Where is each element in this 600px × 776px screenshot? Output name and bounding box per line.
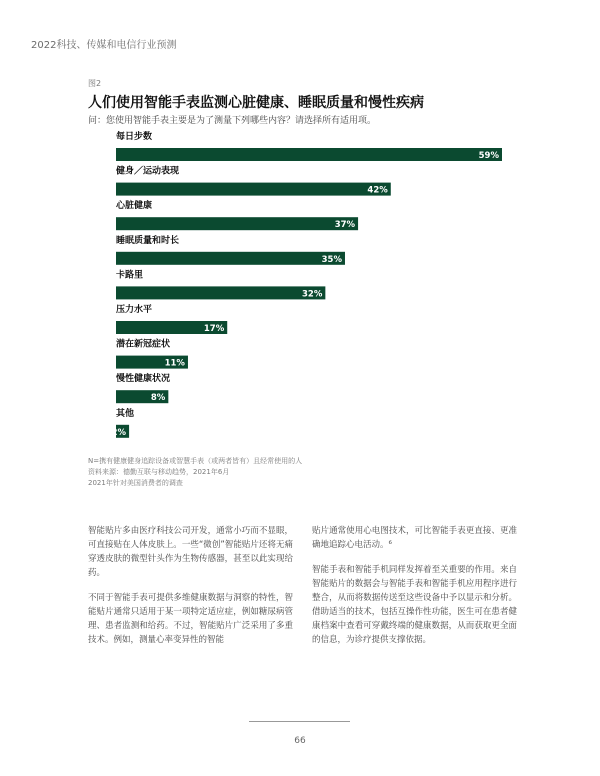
bar <box>116 148 502 161</box>
category-label: 每日步数 <box>116 132 153 142</box>
body-paragraph: 智能贴片多由医疗科技公司开发，通常小巧而不显眼，可直接贴在人体皮肤上。一些“微创”智能贴片还将无痛穿透皮肤的微型针头作为生物传感器，甚至以此实现给药。 <box>88 526 293 578</box>
category-label: 睡眠质量和时长 <box>116 235 180 246</box>
category-label: 健身／运动表现 <box>116 166 180 177</box>
page-number: 66 <box>294 736 306 746</box>
category-label: 卡路里 <box>116 270 144 281</box>
body-paragraph: 智能手表和智能手机同样发挥着至关重要的作用。来自智能贴片的数据会与智能手表和智能手机应用程序进行整合，从而将数据传送至这些设备中予以显示和分析。借助适当的技术，包括互操作性功能，医生可在患者健康档案中查看可穿戴终端的健康数据，从而获取更全面的信息，为诊疗提供支撑依据。 <box>312 565 517 645</box>
note-source: 资料来源：德勤互联与移动趋势，2021年6月 <box>88 468 230 476</box>
bar-value-label: 17% <box>203 324 225 334</box>
category-label: 潜在新冠症状 <box>116 339 171 350</box>
body-paragraph: 不同于智能手表可提供多维健康数据与洞察的特性，智能贴片通常只适用于某一项特定适应症，例如糖尿病管理、患者监测和给药。不过，智能贴片广泛采用了多重技术。例如，测量心率变异性的智能 <box>88 593 293 645</box>
figure-number: 图2 <box>88 79 102 88</box>
bar <box>116 286 325 299</box>
bar <box>116 217 358 230</box>
body-column-left <box>88 524 293 658</box>
body-paragraph: 贴片通常使用心电图技术，可比智能手表更直接、更准确地追踪心电活动。⁶ <box>312 526 517 550</box>
bar-value-label: 37% <box>334 220 356 231</box>
footer-divider <box>249 721 350 722</box>
figure-notes <box>88 456 302 489</box>
report-header: 2022科技、传媒和电信行业预测 <box>31 40 177 51</box>
bar-value-label: 32% <box>301 289 323 300</box>
bar-value-label: 2% <box>111 427 127 438</box>
bar <box>116 183 391 196</box>
note-sample: N=携有健康健身追踪设备或智慧手表（或两者皆有）且经常使用的人 <box>88 457 303 465</box>
bar <box>116 252 345 265</box>
bar-value-label: 42% <box>367 185 388 196</box>
figure-title: 人们使用智能手表监测心脏健康、睡眠质量和慢性疾病 <box>88 95 424 111</box>
category-label: 压力水平 <box>116 305 153 315</box>
note-survey: 2021年针对美国消费者的调查 <box>88 479 183 487</box>
category-label: 其他 <box>116 408 135 419</box>
bar-value-label: 35% <box>321 254 342 265</box>
category-label: 心脏健康 <box>116 201 153 212</box>
bar-value-label: 59% <box>478 151 499 161</box>
bar-value-label: 11% <box>164 358 185 369</box>
body-column-right <box>312 524 517 658</box>
bar-value-label: 8% <box>150 393 166 404</box>
figure-question: 问：您使用智能手表主要是为了测量下列哪些内容？请选择所有适用项。 <box>88 116 377 126</box>
category-label: 慢性健康状况 <box>116 374 171 385</box>
